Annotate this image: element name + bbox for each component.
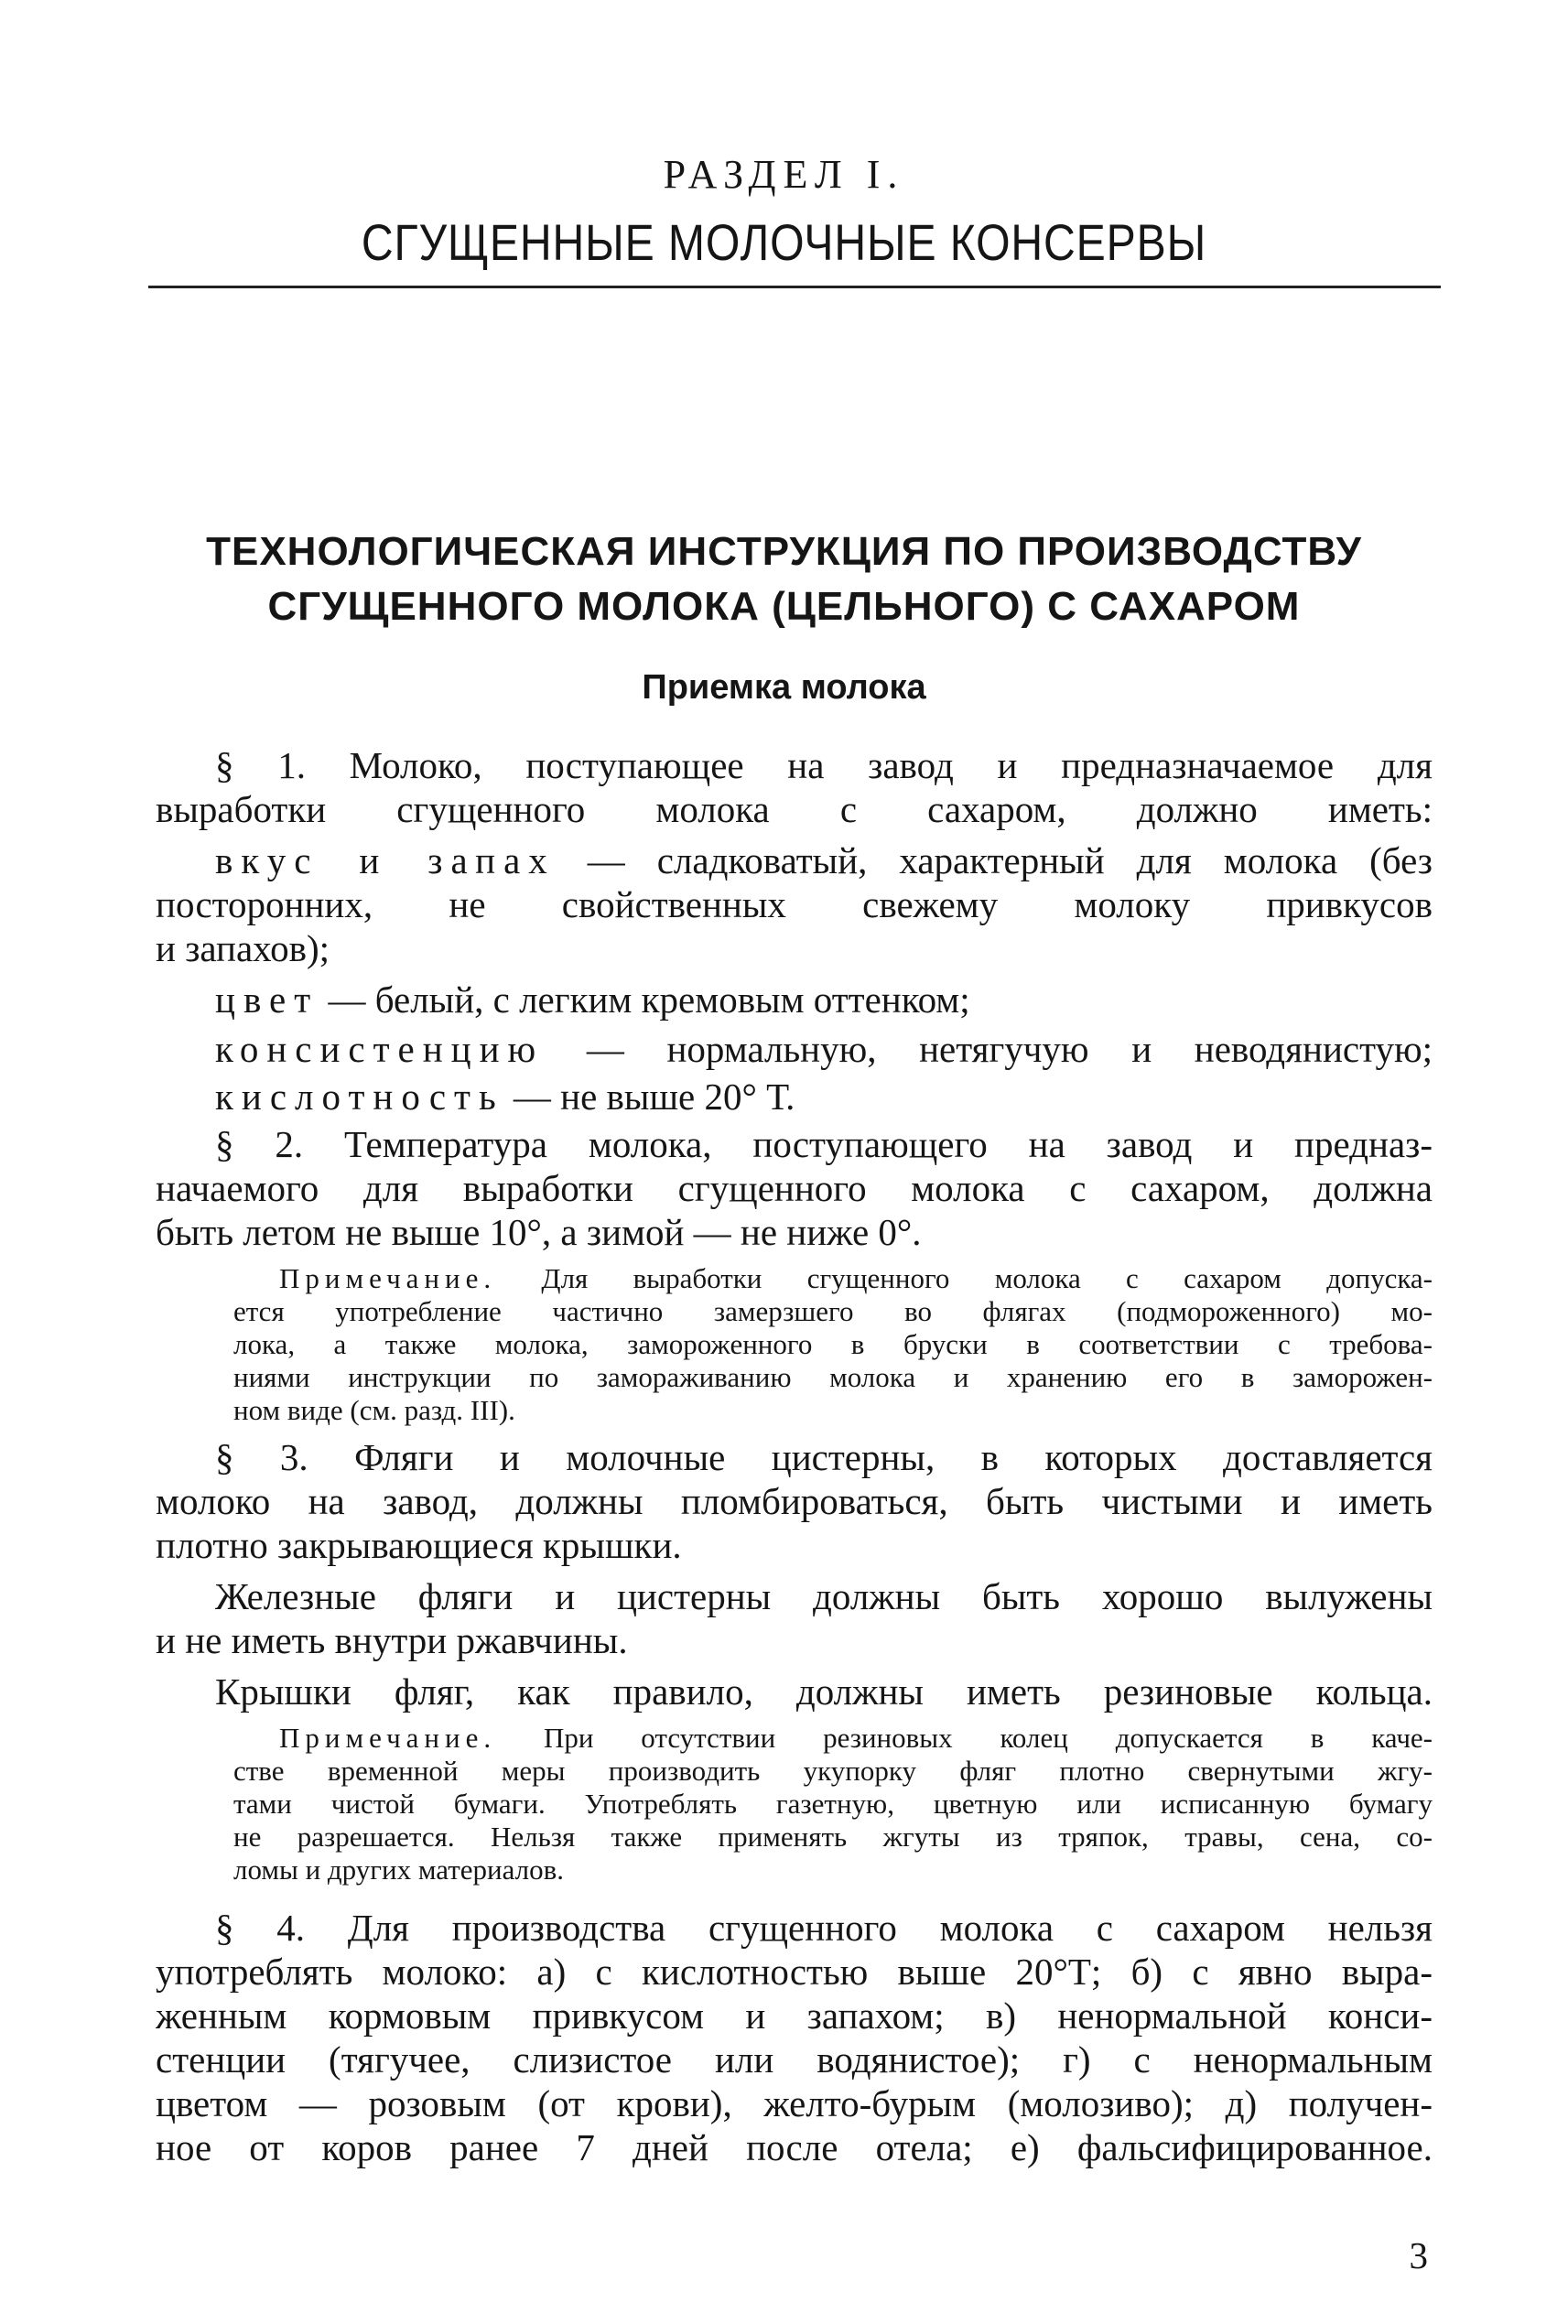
paragraph-3-line: плотно закрывающиеся крышки. [156,1524,682,1566]
paragraph-4-line: женным кормовым привкусом и запахом; в) ненормальной конси- [156,1994,1433,2037]
term-color: цвет [215,978,319,1021]
note-2-line: не разрешается. Нельзя также применять жгуты из тряпок, травы, сена, со- [233,1821,1433,1853]
note-label: Примечание. [279,1262,497,1294]
consistency-text: — нормальную, нетягучую и неводянистую; [544,1028,1433,1070]
acidity-line [215,1073,1433,1120]
paragraph-2-line: быть летом не выше 10°, а зимой — не ниже 0°. [156,1211,922,1253]
paragraph-flasks-line: и не иметь внутри ржавчины. [156,1619,628,1661]
taste-smell-line: и запахов); [156,927,330,969]
taste-smell-line [215,837,1433,884]
consistency-line [215,1025,1433,1073]
paragraph-lids-line: Крышки фляг, как правило, должны иметь резиновые кольца. [215,1670,1433,1713]
note-1-text: Для выработки сгущенного молока с сахаром допуска- [496,1262,1433,1294]
note-label: Примечание. [279,1722,497,1754]
taste-smell-text: — сладковатый, характерный для молока (без [555,839,1433,881]
paragraph-4-line: употреблять молоко: а) с кислотностью выше 20°Т; б) с явно выра- [156,1951,1433,1993]
paragraph-2-line: начаемого для выработки сгущенного молока с сахаром, должна [156,1167,1433,1209]
note-2-line [279,1721,1433,1756]
document-title-line-2: СГУЩЕННОГО МОЛОКА (ЦЕЛЬНОГО) С САХАРОМ [267,584,1301,629]
note-2-line: стве временной меры производить укупорку фляг плотно свернутыми жгу- [233,1755,1433,1787]
color-line [215,976,1433,1023]
note-1-line: ется употребление частично замерзшего во флягах (подмороженного) мо- [233,1295,1433,1327]
title-divider [148,286,1441,288]
paragraph-4-line: § 4. Для производства сгущенного молока с сахаром нельзя [215,1907,1433,1949]
paragraph-2-line: § 2. Температура молока, поступающего на завод и предназ- [215,1123,1433,1165]
paragraph-4-line: ное от коров ранее 7 дней после отела; е) фальсифицированное. [156,2126,1433,2168]
note-1-line: ниями инструкции по замораживанию молока и хранению его в заморожен- [233,1361,1433,1393]
paragraph-4-line: стенции (тягучее, слизистое или водянистое); г) с ненормальным [156,2038,1433,2081]
term-acidity: кислотность [215,1076,504,1118]
paragraph-3-line: молоко на завод, должны пломбироваться, быть чистыми и иметь [156,1480,1433,1522]
document-title-line-1: ТЕХНОЛОГИЧЕСКАЯ ИНСТРУКЦИЯ ПО ПРОИЗВОДСТВУ [206,529,1362,574]
note-2-line: ломы и других материалов. [233,1854,564,1886]
taste-smell-line: посторонних, не свойственных свежему молоку привкусов [156,883,1433,925]
paragraph-flasks-line: Железные фляги и цистерны должны быть хорошо вылужены [215,1575,1433,1617]
page-number: 3 [1409,2234,1428,2276]
color-text: — белый, с легким кремовым оттенком; [319,978,970,1021]
note-1-line: лока, а также молока, замороженного в бруски в соответствии с требова- [233,1328,1433,1360]
note-1-line [279,1261,1433,1296]
note-1-line: ном виде (см. разд. III). [233,1394,515,1426]
paragraph-4-line: цветом — розовым (от крови), желто-бурым (молозиво); д) получен- [156,2082,1433,2124]
note-2-line: тами чистой бумаги. Употреблять газетную, цветную или исписанную бумагу [233,1788,1433,1820]
term-taste-smell: вкус и запах [215,839,556,881]
term-consistency: консистенцию [215,1028,545,1070]
paragraph-1-line: выработки сгущенного молока с сахаром, должно иметь: [156,788,1433,830]
paragraph-1-line: § 1. Молоко, поступающее на завод и предназначаемое для [215,744,1433,786]
paragraph-3-line: § 3. Фляги и молочные цистерны, в которых доставляется [215,1436,1433,1478]
acidity-text: — не выше 20° Т. [503,1076,795,1118]
section-title: СГУЩЕННЫЕ МОЛОЧНЫЕ КОНСЕРВЫ [361,213,1207,271]
subheading-milk-acceptance: Приемка молока [642,668,926,707]
section-label: РАЗДЕЛ I. [663,152,905,197]
note-2-text: При отсутствии резиновых колец допускается в каче- [496,1722,1433,1754]
